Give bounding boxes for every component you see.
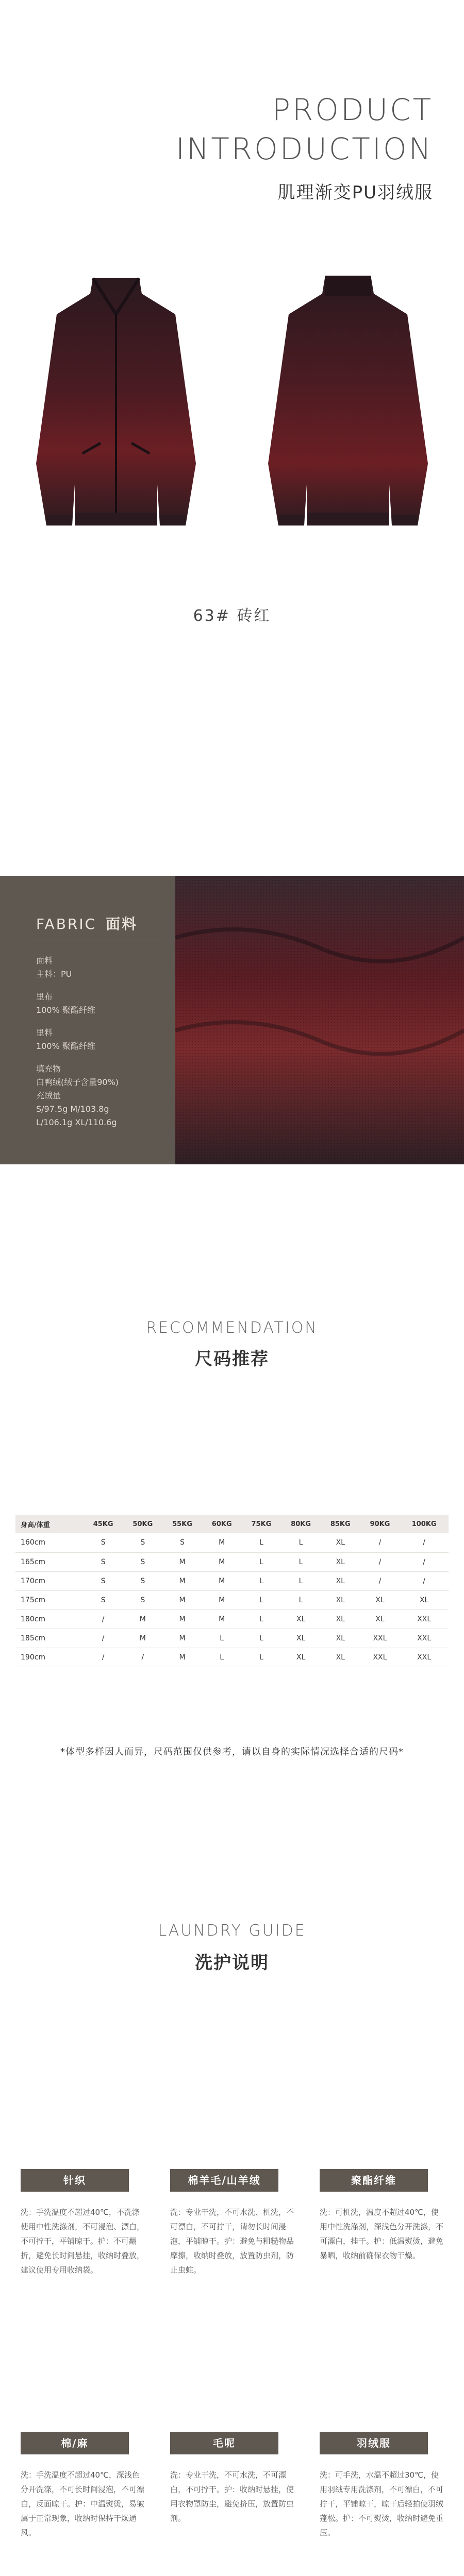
care-tag: 聚酯纤维 (320, 2169, 428, 2192)
size-cell: XL (281, 1648, 321, 1667)
size-cell: S (123, 1571, 162, 1590)
intro-title-line1: PRODUCT (272, 92, 433, 127)
column-header: 85KG (321, 1515, 360, 1533)
fabric-heading-cn: 面料 (106, 916, 138, 933)
care-text: 洗：专业干洗，不可水洗、机洗，不可漂白，不可拧干，请勿长时间浸泡，平铺晾干。护：避免与粗糙物品摩擦，收纳时叠放，放置防虫剂，防止虫蛀。 (170, 2208, 294, 2275)
size-cell: XXL (400, 1629, 449, 1648)
size-note: *体型多样因人而异，尺码范围仅供参考，请以自身的实际情况选择合适的尺码* (60, 1747, 404, 1757)
size-cell: / (84, 1648, 123, 1667)
size-cell: M (202, 1533, 242, 1552)
height-cell: 190cm (15, 1648, 84, 1667)
size-cell: XXL (360, 1648, 400, 1667)
size-cell: XL (321, 1533, 360, 1552)
product-name: 肌理渐变PU羽绒服 (277, 182, 433, 203)
size-cell: L (242, 1629, 281, 1648)
size-cell: S (84, 1552, 123, 1571)
size-cell: S (84, 1533, 123, 1552)
fabric-line: 100% 聚酯纤维 (36, 1041, 95, 1051)
size-table (15, 1515, 449, 1667)
size-cell: XXL (360, 1629, 400, 1648)
jacket-back-image (263, 258, 433, 546)
size-cell: / (360, 1571, 400, 1590)
care-tag: 棉羊毛/山羊绒 (170, 2169, 278, 2192)
fabric-line: 充绒量 (36, 1091, 61, 1100)
size-cell: M (202, 1590, 242, 1609)
size-cell: L (242, 1571, 281, 1590)
fabric-line: 100% 聚酯纤维 (36, 1005, 95, 1015)
care-tag: 针织 (21, 2169, 129, 2192)
height-cell: 180cm (15, 1609, 84, 1629)
size-cell: M (162, 1629, 202, 1648)
size-cell: L (281, 1590, 321, 1609)
fabric-line: 里料 (36, 1028, 53, 1038)
size-cell: M (162, 1571, 202, 1590)
size-cell: XL (360, 1590, 400, 1609)
table-row (15, 1609, 449, 1629)
care-text: 洗：可手洗，水温不超过30℃，使用羽绒专用洗涤剂，不可漂白，不可拧干，平铺晾干，晾干后轻拍使羽绒蓬松。护：不可熨烫，收纳时避免重压。 (320, 2470, 444, 2537)
size-cell: M (162, 1648, 202, 1667)
size-cell: S (84, 1571, 123, 1590)
care-text: 洗：专业干洗，不可水洗，不可漂白，不可拧干。护：收纳时悬挂，使用衣物罩防尘，避免挤压，放置防虫剂。 (170, 2470, 294, 2523)
column-header: 45KG (84, 1515, 123, 1533)
size-cell: L (281, 1552, 321, 1571)
column-header: 75KG (242, 1515, 281, 1533)
size-cell: / (400, 1571, 449, 1590)
size-cell: XL (321, 1552, 360, 1571)
size-cell: XL (321, 1648, 360, 1667)
size-cell: XL (321, 1571, 360, 1590)
care-tag: 棉/麻 (21, 2432, 129, 2454)
laundry-title-en: LAUNDRY GUIDE (158, 1922, 306, 1940)
table-row (15, 1533, 449, 1552)
size-cell: XL (321, 1609, 360, 1629)
size-cell: L (242, 1590, 281, 1609)
fabric-section (0, 876, 464, 1164)
table-row (15, 1552, 449, 1571)
laundry-title-cn: 洗护说明 (195, 1953, 269, 1973)
size-cell: XL (400, 1590, 449, 1609)
size-cell: / (84, 1609, 123, 1629)
column-header: 身高/体重 (15, 1515, 84, 1533)
jacket-front-image (31, 258, 201, 546)
fabric-line: L/106.1g XL/110.6g (36, 1117, 117, 1127)
size-cell: / (360, 1552, 400, 1571)
size-cell: S (123, 1533, 162, 1552)
fabric-info-panel (0, 876, 175, 1164)
fabric-line: 填充物 (36, 1064, 61, 1074)
care-text: 洗：手洗温度不超过40℃，深浅色分开洗涤，不可长时间浸泡，不可漂白，反面晾干。护：中温熨烫，易皱属于正常现象，收纳时保持干燥通风。 (21, 2470, 145, 2537)
fabric-line: S/97.5g M/103.8g (36, 1104, 109, 1114)
table-row (15, 1571, 449, 1590)
size-cell: S (84, 1590, 123, 1609)
size-cell: XL (281, 1609, 321, 1629)
size-cell: S (123, 1552, 162, 1571)
fabric-line: 里布 (36, 992, 53, 1002)
care-text: 洗：可机洗，温度不超过40℃，使用中性洗涤剂，深浅色分开洗涤，不可漂白，挂干。护：低温熨烫，避免暴晒，收纳前确保衣物干燥。 (320, 2208, 444, 2260)
size-cell: M (202, 1552, 242, 1571)
size-cell: L (242, 1609, 281, 1629)
size-cell: L (202, 1648, 242, 1667)
table-row (15, 1590, 449, 1609)
size-cell: / (400, 1533, 449, 1552)
size-cell: L (242, 1648, 281, 1667)
fabric-line: 面料 (36, 956, 53, 965)
size-cell: M (123, 1629, 162, 1648)
size-cell: XL (321, 1629, 360, 1648)
size-cell: M (123, 1609, 162, 1629)
height-cell: 160cm (15, 1533, 84, 1552)
size-cell: / (123, 1648, 162, 1667)
size-cell: M (162, 1609, 202, 1629)
height-cell: 170cm (15, 1571, 84, 1590)
size-cell: S (162, 1533, 202, 1552)
size-cell: XXL (400, 1648, 449, 1667)
size-cell: / (360, 1533, 400, 1552)
column-header: 90KG (360, 1515, 400, 1533)
size-cell: L (281, 1571, 321, 1590)
column-header: 100KG (400, 1515, 449, 1533)
color-label: 63# 砖红 (193, 607, 271, 625)
column-header: 80KG (281, 1515, 321, 1533)
size-cell: M (202, 1571, 242, 1590)
size-cell: XL (360, 1609, 400, 1629)
table-row (15, 1648, 449, 1667)
size-cell: XXL (400, 1609, 449, 1629)
column-header: 60KG (202, 1515, 242, 1533)
size-cell: L (242, 1533, 281, 1552)
table-header-row (15, 1515, 449, 1533)
size-cell: L (202, 1629, 242, 1648)
height-cell: 165cm (15, 1552, 84, 1571)
recommend-title-en: RECOMMENDATION (146, 1319, 318, 1337)
size-cell: / (400, 1552, 449, 1571)
table-row (15, 1629, 449, 1648)
height-cell: 185cm (15, 1629, 84, 1648)
size-cell: M (162, 1590, 202, 1609)
size-cell: M (162, 1552, 202, 1571)
size-cell: / (84, 1629, 123, 1648)
height-cell: 175cm (15, 1590, 84, 1609)
column-header: 50KG (123, 1515, 162, 1533)
column-header: 55KG (162, 1515, 202, 1533)
care-text: 洗：手洗温度不超过40℃，不洗涤使用中性洗涤剂，不可浸泡、漂白，不可拧干，平铺晾干。护：不可翻折，避免长时间悬挂，收纳时叠放，建议使用专用收纳袋。 (21, 2208, 145, 2275)
size-cell: XL (281, 1629, 321, 1648)
fabric-heading-en: FABRIC (36, 916, 97, 933)
fabric-heading (36, 913, 138, 934)
intro-title-line2: INTRODUCTION (175, 131, 433, 166)
fabric-line: 主料：PU (36, 969, 72, 979)
fabric-texture-image (175, 876, 464, 1164)
size-cell: XL (321, 1590, 360, 1609)
recommend-title-cn: 尺码推荐 (195, 1349, 269, 1369)
fabric-line: 白鸭绒(绒子含量90%) (36, 1077, 119, 1087)
care-tag: 羽绒服 (320, 2432, 428, 2454)
size-cell: L (242, 1552, 281, 1571)
size-cell: S (123, 1590, 162, 1609)
care-tag: 毛呢 (170, 2432, 278, 2454)
size-cell: L (281, 1533, 321, 1552)
size-cell: M (202, 1609, 242, 1629)
